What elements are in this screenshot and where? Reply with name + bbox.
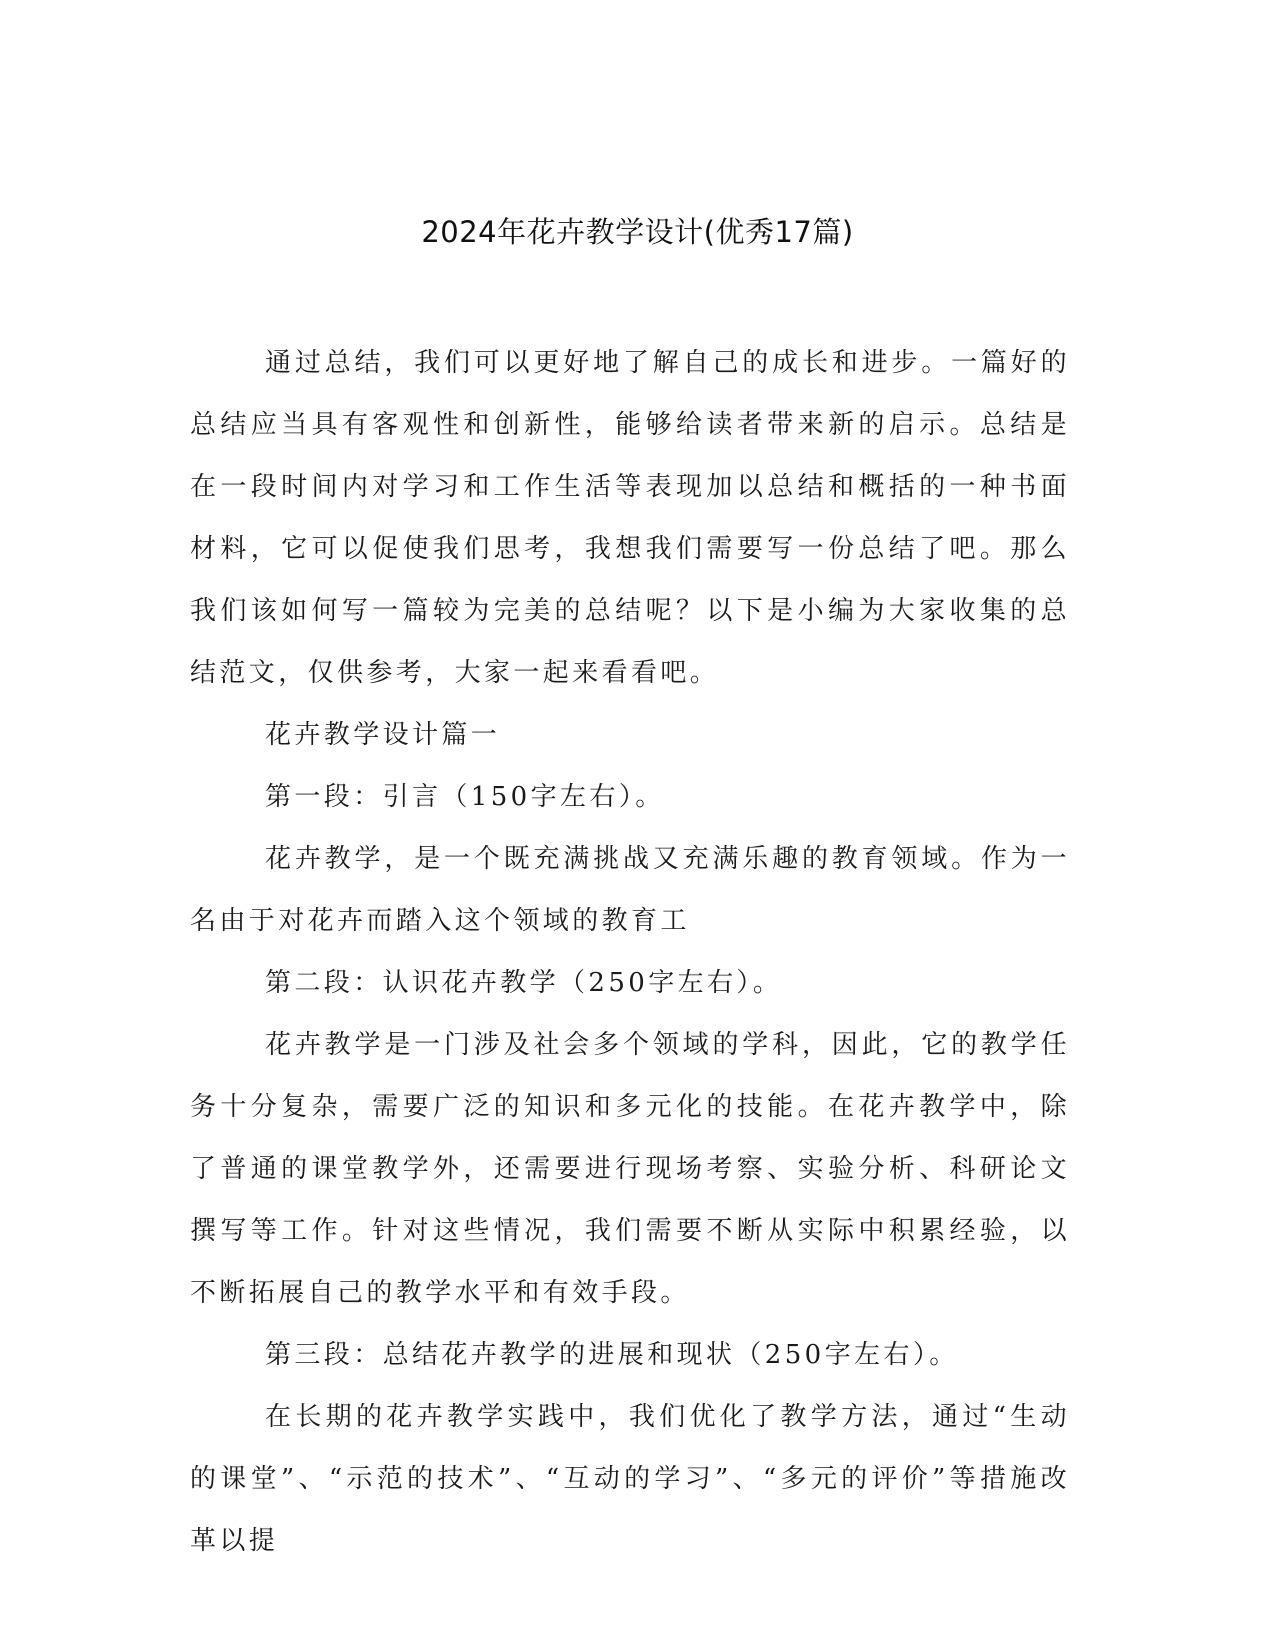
paragraph-heading-one: 第一段：引言（150字左右）。 <box>265 782 665 812</box>
paragraph-body-one: 花卉教学，是一个既充满挑战又充满乐趣的教育领域。作为一名由于对花卉而踏入这个领域的教育工 <box>190 844 1070 936</box>
paragraph-heading-two: 第二段：认识花卉教学（250字左右）。 <box>265 968 783 998</box>
paragraph-body-two: 花卉教学是一门涉及社会多个领域的学科，因此，它的教学任务十分复杂，需要广泛的知识和多元化的技能。在花卉教学中，除了普通的课堂教学外，还需要进行现场考察、实验分析、科研论文撰写等工作。针对这些情况，我们需要不断从实际中积累经验，以不断拓展自己的教学水平和有效手段。 <box>190 1030 1070 1308</box>
intro-paragraph: 通过总结，我们可以更好地了解自己的成长和进步。一篇好的总结应当具有客观性和创新性，能够给读者带来新的启示。总结是在一段时间内对学习和工作生活等表现加以总结和概括的一种书面材料，它可以促使我们思考，我想我们需要写一份总结了吧。那么我们该如何写一篇较为完美的总结呢？以下是小编为大家收集的总结范文，仅供参考，大家一起来看看吧。 <box>190 348 1070 688</box>
document-body <box>190 332 1070 1572</box>
paragraph-heading-three: 第三段：总结花卉教学的进展和现状（250字左右）。 <box>265 1340 959 1370</box>
paragraph-body-three: 在长期的花卉教学实践中，我们优化了教学方法，通过“生动的课堂”、“示范的技术”、“互动的学习”、“多元的评价”等措施改革以提 <box>190 1402 1070 1556</box>
section-heading-part-one: 花卉教学设计篇一 <box>265 720 501 750</box>
document-title: 2024年花卉教学设计(优秀17篇) <box>421 215 854 249</box>
